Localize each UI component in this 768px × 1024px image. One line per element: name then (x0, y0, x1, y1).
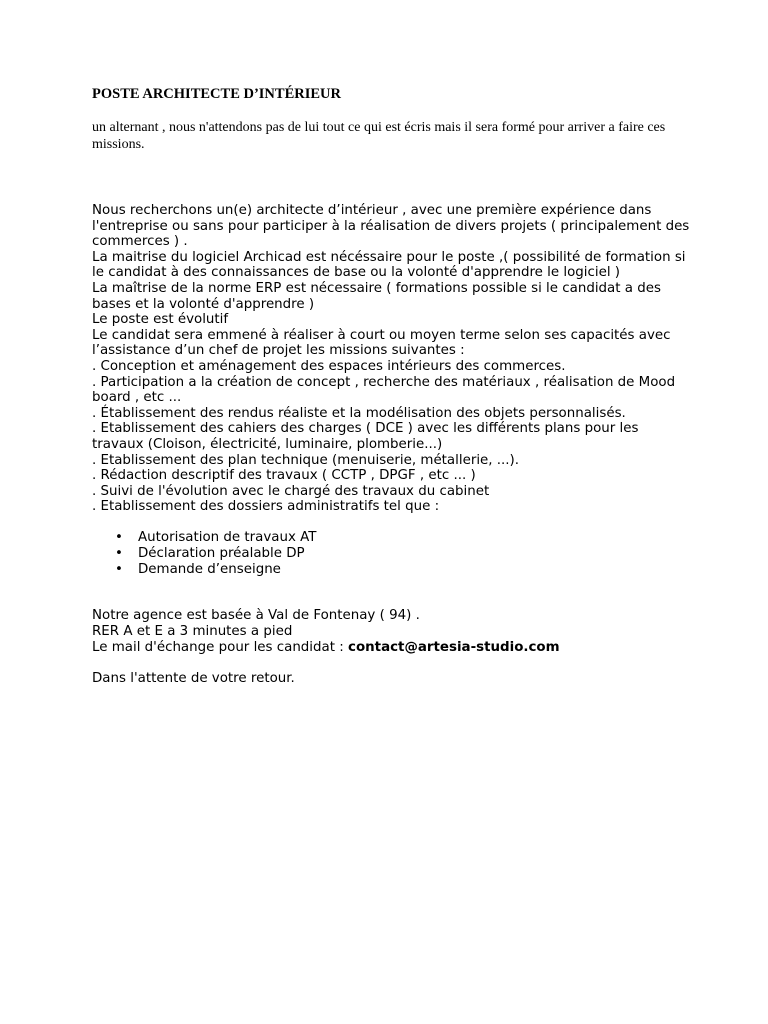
spacer (92, 577, 692, 608)
intro-paragraph: un alternant , nous n'attendons pas de lui tout ce qui est écris mais il sera formé pour arriver a faire ces missions. (92, 120, 666, 152)
paragraph-erp: La maîtrise de la norme ERP est nécessaire ( formations possible si le candidat a des bases et la volonté d'apprendre ) (92, 280, 661, 312)
mission-plan-technique: . Etablissement des plan technique (menuiserie, métallerie, ...). (92, 452, 520, 468)
closing-text: Dans l'attente de votre retour. (92, 670, 295, 686)
list-item-label: Déclaration préalable DP (138, 546, 305, 562)
mission-conception: . Conception et aménagement des espaces intérieurs des commerces. (92, 358, 566, 374)
mission-cahiers-des-charges: . Etablissement des cahiers des charges ( DCE ) avec les différents plans pour les travaux (Cloison, électricité, luminaire, plomberie...) (92, 421, 639, 452)
contact-line (92, 640, 692, 656)
mission-participation: . Participation a la création de concept , recherche des matériaux , réalisation de Mood board , etc ... (92, 374, 676, 406)
list-item-label: Autorisation de travaux AT (138, 530, 317, 546)
contact-label: Le mail d'échange pour les candidat : (92, 639, 349, 655)
mission-dossiers-administratifs: . Etablissement des dossiers administratifs tel que : (92, 499, 440, 515)
bullet-icon: • (115, 546, 123, 562)
paragraph-archicad: La maitrise du logiciel Archicad est nécéssaire pour le poste ,( possibilité de formation si le candidat à des connaissances de base ou la volonté d'apprendre le logiciel ) (92, 249, 686, 281)
paragraph-recherche: Nous recherchons un(e) architecte d’intérieur , avec une première expérience dans l'entreprise ou sans pour participer à la réalisation de divers projets ( principalement des commerces ) . (92, 203, 690, 250)
location-text: Notre agence est basée à Val de Fontenay ( 94) . (92, 608, 420, 624)
list-item-label: Demande d’enseigne (138, 561, 281, 577)
list-item (115, 546, 692, 562)
mission-suivi: . Suivi de l'évolution avec le chargé des travaux du cabinet (92, 483, 490, 499)
list-item (115, 561, 692, 578)
paragraph-evolutif: Le poste est évolutif (92, 312, 229, 328)
job-description (92, 203, 692, 686)
document-title: POSTE ARCHITECTE D’INTÉRIEUR (92, 86, 341, 102)
transport-text: RER A et E a 3 minutes a pied (92, 624, 293, 640)
mission-rendus: . Établissement des rendus réaliste et la modélisation des objets personnalisés. (92, 405, 626, 421)
spacer (92, 655, 692, 671)
paragraph-missions-intro: Le candidat sera emmené à réaliser à court ou moyen terme selon ses capacités avec l’assistance d’un chef de projet les missions suivantes : (92, 327, 671, 359)
mission-redaction: . Rédaction descriptif des travaux ( CCTP , DPGF , etc ... ) (92, 468, 476, 484)
contact-email: contact@artesia-studio.com (348, 639, 560, 655)
bullet-icon: • (115, 561, 123, 577)
administrative-documents-list (92, 530, 692, 577)
list-item (115, 530, 692, 546)
bullet-icon: • (115, 530, 123, 546)
